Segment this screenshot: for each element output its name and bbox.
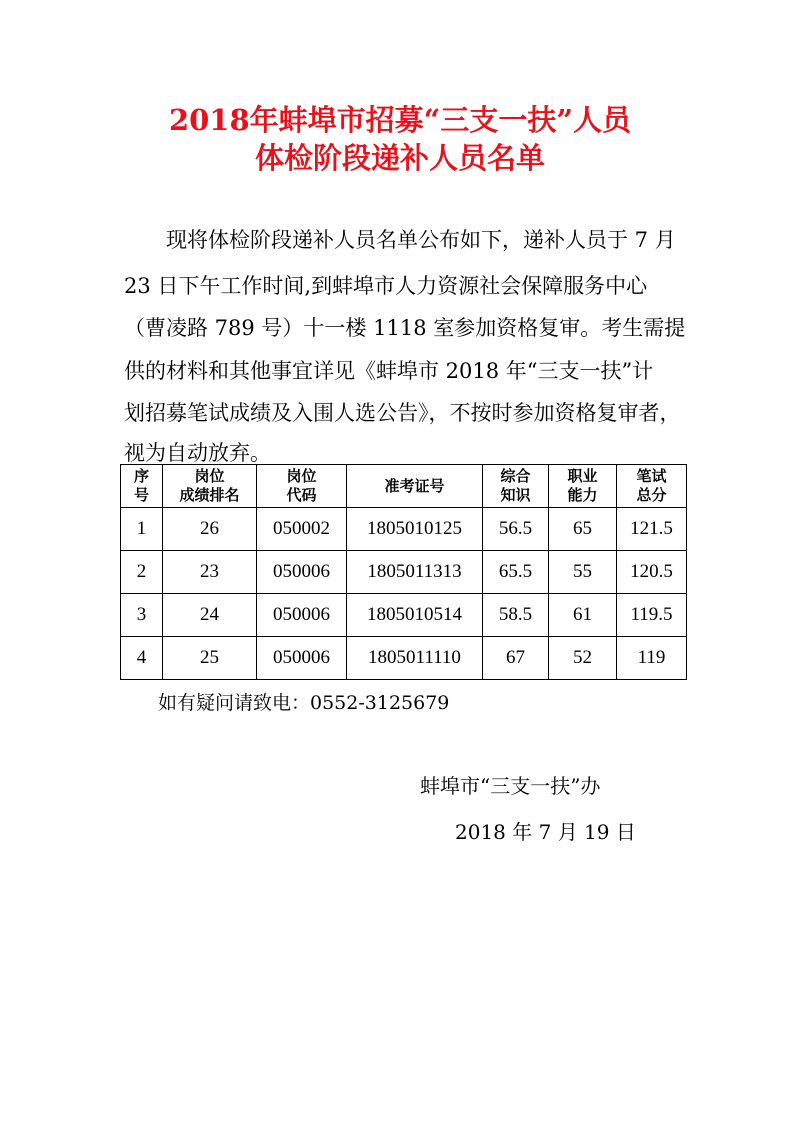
cell-exam-id: 1805010514 <box>347 594 483 637</box>
cell-vocational: 52 <box>549 637 617 680</box>
table-row <box>121 637 687 680</box>
cell-rank: 23 <box>163 551 257 594</box>
cell-total: 120.5 <box>617 551 687 594</box>
cell-code: 050006 <box>257 637 347 680</box>
body-line-4: 供的材料和其他事宜详见《蚌埠市 2018 年“三支一扶”计 <box>124 359 654 383</box>
cell-rank: 25 <box>163 637 257 680</box>
cell-seq: 4 <box>121 637 163 680</box>
cell-total: 119.5 <box>617 594 687 637</box>
candidate-table <box>120 464 687 680</box>
body-line-2: 23 日下午工作时间,到蚌埠市人力资源社会保障服务中心 <box>124 274 648 298</box>
cell-exam-id: 1805010125 <box>347 508 483 551</box>
body-line-6: 视为自动放弃。 <box>124 441 271 465</box>
cell-total: 119 <box>617 637 687 680</box>
cell-vocational: 65 <box>549 508 617 551</box>
cell-vocational: 61 <box>549 594 617 637</box>
header-position-rank: 岗位 成绩排名 <box>163 465 257 508</box>
table-row <box>121 594 687 637</box>
document-title-line2: 体检阶段递补人员名单 <box>254 141 545 175</box>
table-header-row <box>121 465 687 508</box>
cell-seq: 3 <box>121 594 163 637</box>
cell-code: 050002 <box>257 508 347 551</box>
cell-seq: 1 <box>121 508 163 551</box>
document-title-line1: 2018年蚌埠市招募“三支一扶”人员 <box>168 103 632 137</box>
header-total-score: 笔试 总分 <box>617 465 687 508</box>
header-position-code: 岗位 代码 <box>257 465 347 508</box>
cell-vocational: 55 <box>549 551 617 594</box>
table-row <box>121 551 687 594</box>
body-line-1: 现将体检阶段递补人员名单公布如下，递补人员于 7 月 <box>166 228 676 252</box>
cell-total: 121.5 <box>617 508 687 551</box>
issue-date: 2018 年 7 月 19 日 <box>455 820 636 844</box>
header-seq: 序 号 <box>121 465 163 508</box>
cell-code: 050006 <box>257 551 347 594</box>
contact-phone: 如有疑问请致电：0552-3125679 <box>158 692 450 714</box>
header-vocational-ability: 职业 能力 <box>549 465 617 508</box>
cell-general: 65.5 <box>483 551 549 594</box>
cell-rank: 26 <box>163 508 257 551</box>
cell-exam-id: 1805011313 <box>347 551 483 594</box>
cell-seq: 2 <box>121 551 163 594</box>
cell-general: 56.5 <box>483 508 549 551</box>
header-general-knowledge: 综合 知识 <box>483 465 549 508</box>
cell-general: 58.5 <box>483 594 549 637</box>
cell-rank: 24 <box>163 594 257 637</box>
body-line-5: 划招募笔试成绩及入围人选公告》，不按时参加资格复审者， <box>124 401 681 425</box>
cell-code: 050006 <box>257 594 347 637</box>
cell-exam-id: 1805011110 <box>347 637 483 680</box>
table-row <box>121 508 687 551</box>
cell-general: 67 <box>483 637 549 680</box>
header-exam-id: 准考证号 <box>347 465 483 508</box>
body-line-3: （曹凌路 789 号）十一楼 1118 室参加资格复审。考生需提 <box>124 316 686 340</box>
issuer-office: 蚌埠市“三支一扶”办 <box>420 774 601 798</box>
